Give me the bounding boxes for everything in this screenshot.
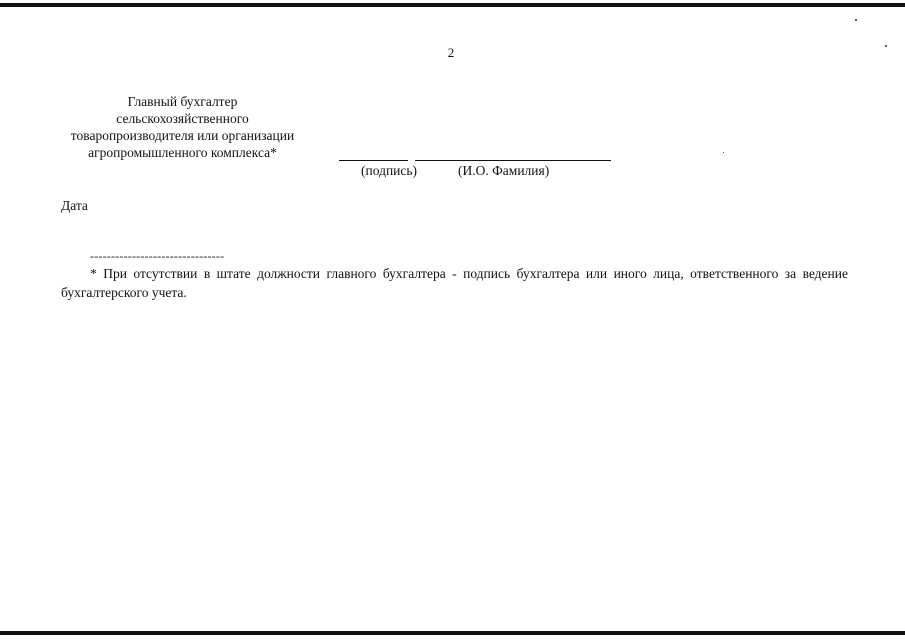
- signature-caption: (подпись): [361, 163, 418, 178]
- scan-speck: [855, 19, 857, 21]
- page-number: 2: [447, 45, 455, 60]
- signer-title-line: агропромышленного комплекса*: [88, 145, 277, 160]
- scan-speck: [723, 152, 724, 153]
- date-label: Дата: [61, 198, 88, 213]
- signer-title-line: товаропроизводителя или организации: [70, 128, 295, 143]
- signer-title-line: сельскохозяйственного: [116, 111, 249, 126]
- top-border-line: [0, 3, 905, 7]
- signature-line[interactable]: [339, 160, 408, 161]
- signer-title: [55, 93, 310, 161]
- bottom-border-line: [0, 631, 905, 635]
- footnote-separator: --------------------------------: [90, 249, 225, 263]
- full-name-line[interactable]: [415, 160, 611, 161]
- footnote-text: * При отсутствии в штате должности главного бухгалтера - подпись бухгалтера или иного лица, ответственного за ведение бухгалтерского учета.: [61, 266, 848, 300]
- scan-speck: [885, 45, 887, 47]
- signer-title-line: Главный бухгалтер: [127, 94, 238, 109]
- full-name-caption: (И.О. Фамилия): [458, 163, 550, 178]
